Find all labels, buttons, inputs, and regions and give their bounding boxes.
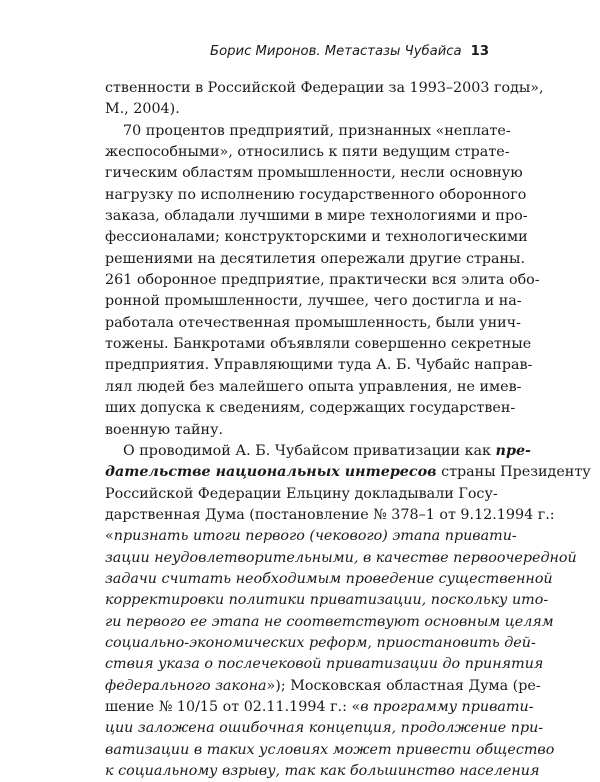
text-segment: тожены. Банкротами объявляли совершенно секретные (105, 336, 532, 353)
italic-text: зации неудовлетворительными, в качестве первоочередной (105, 549, 577, 566)
text-line (105, 761, 540, 782)
text-segment: лял людей без малейшего опыта управления, не имев- (105, 378, 522, 395)
text-segment: работала отечественная промышленность, были унич- (105, 314, 521, 331)
italic-text: социально-экономических реформ, приостановить дей- (105, 634, 536, 651)
text-line (105, 99, 495, 120)
text-line (105, 227, 528, 248)
text-line (105, 633, 536, 654)
text-segment: нагрузку по исполнению государственного оборонного (105, 186, 527, 203)
italic-text: федерального закона (105, 677, 267, 694)
italic-text: ции заложена ошибочная концепция, продолжение при- (105, 720, 544, 737)
running-header (0, 44, 489, 59)
text-line (105, 420, 495, 441)
text-line (105, 441, 531, 462)
text-segment: военную тайну. (105, 421, 224, 438)
text-line (105, 377, 522, 398)
text-segment: « (105, 528, 114, 545)
text-line (105, 206, 528, 227)
text-line (105, 548, 577, 569)
text-line (105, 697, 534, 718)
page-number: 13 (470, 44, 489, 59)
text-segment: М., 2004). (105, 101, 180, 118)
text-line (105, 590, 549, 611)
text-line (105, 740, 555, 761)
text-line (105, 249, 525, 270)
text-segment: 261 оборонное предприятие, практически вся элита обо- (105, 272, 540, 289)
text-line (105, 313, 521, 334)
text-segment: гическим областям промышленности, несли основную (105, 165, 523, 182)
italic-text: к социальному взрыву, так как большинство населения (105, 763, 540, 779)
text-segment: решениями на десятилетия опережали другие страны. (105, 250, 525, 267)
text-segment: ственности в Российской Федерации за 1993–2003 годы», (105, 80, 544, 96)
text-line (105, 185, 527, 206)
text-segment: фессионалами; конструкторскими и технологическими (105, 229, 528, 246)
text-line (105, 676, 541, 697)
text-segment: предприятия. Управляющими туда А. Б. Чубайс направ- (105, 357, 533, 374)
text-line (105, 569, 553, 590)
text-line (105, 334, 532, 355)
italic-text: ствия указа о послечековой приватизации до принятия (105, 656, 544, 673)
italic-text: задачи считать необходимым проведение существенной (105, 570, 553, 587)
body-text (105, 78, 591, 782)
text-line (105, 78, 544, 99)
text-line (105, 505, 555, 526)
italic-text: признать итоги первого (чекового) этапа привати- (113, 528, 517, 545)
italic-text: ги первого ее этапа не соответствуют основным целям (105, 613, 554, 630)
text-line (105, 142, 510, 163)
text-line (105, 398, 516, 419)
text-line (105, 526, 517, 547)
text-line (105, 654, 544, 675)
text-segment: заказа, обладали лучшими в мире технологиями и про- (105, 208, 528, 225)
italic-text: корректировки политики приватизации, поскольку ито- (105, 592, 549, 609)
text-line (105, 163, 523, 184)
text-line (105, 718, 544, 739)
text-segment: ронной промышленности, лучшее, чего достигла и на- (105, 293, 522, 310)
text-line (105, 291, 522, 312)
text-segment: Российской Федерации Ельцину докладывали Госу- (105, 485, 498, 502)
text-line (105, 612, 554, 633)
text-segment: жеспособными», относились к пяти ведущим страте- (105, 144, 510, 161)
text-line (105, 270, 540, 291)
emphasis-text: пре- (495, 442, 531, 459)
italic-text: ватизации в таких условиях может привести общество (105, 741, 555, 758)
text-line (105, 355, 533, 376)
text-line (105, 121, 511, 142)
text-segment: дарственная Дума (постановление № 378–1 от 9.12.1994 г.: (105, 506, 555, 523)
text-segment: »); Московская областная Дума (ре- (266, 677, 541, 694)
running-title: Борис Миронов. Метастазы Чубайса (210, 44, 462, 59)
text-segment: ших допуска к сведениям, содержащих государствен- (105, 400, 516, 417)
text-segment: О проводимой А. Б. Чубайсом приватизации как (123, 442, 496, 459)
text-segment: 70 процентов предприятий, признанных «неплате- (123, 122, 511, 139)
text-line (105, 462, 591, 483)
text-segment: страны Президенту (436, 464, 591, 481)
text-segment: шение № 10/15 от 02.11.1994 г.: « (105, 698, 361, 715)
text-line (105, 484, 498, 505)
italic-text: в программу привати- (360, 698, 534, 715)
emphasis-text: дательстве национальных интересов (105, 464, 437, 481)
